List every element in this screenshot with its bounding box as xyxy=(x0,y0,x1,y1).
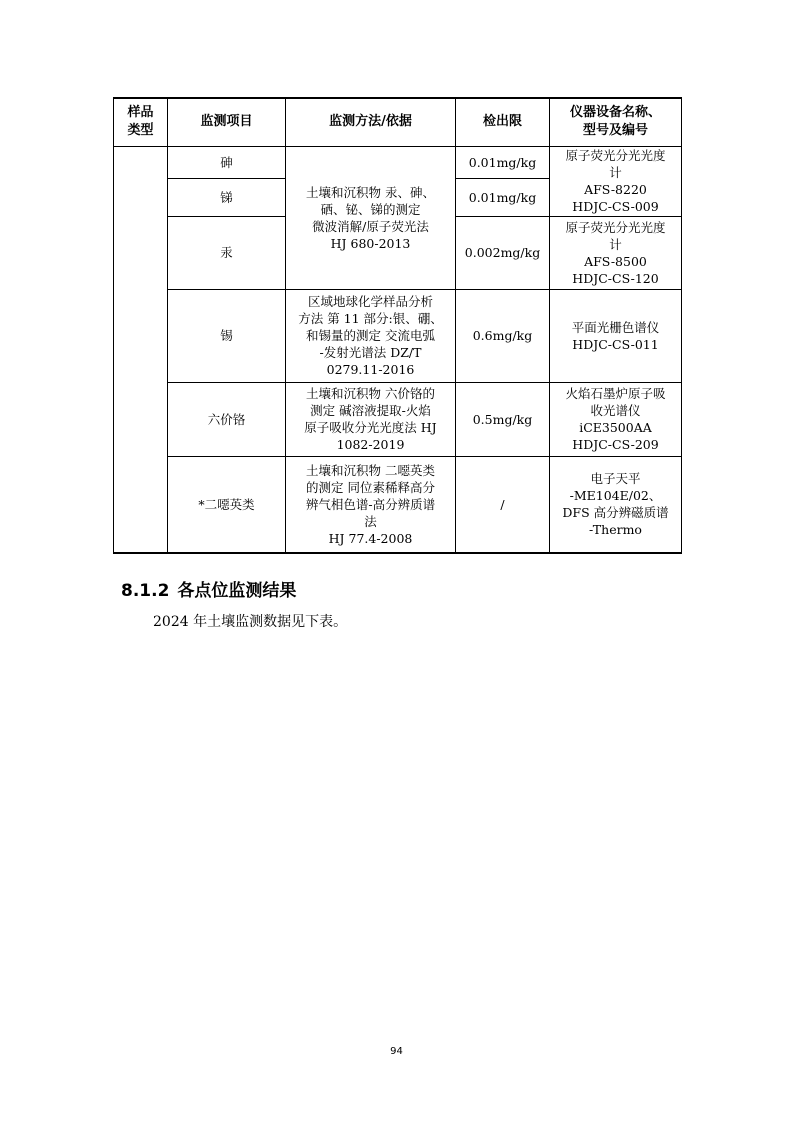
instrument-line: iCE3500AA xyxy=(579,420,652,435)
method-line: 0279.11-2016 xyxy=(326,362,415,377)
table-row xyxy=(114,146,682,178)
limit-dioxins: / xyxy=(456,456,550,553)
instrument-line: 计 xyxy=(609,165,622,180)
header-instrument-text: 仪器设备名称、 型号及编号 xyxy=(569,105,661,139)
section-title: 各点位监测结果 xyxy=(177,581,297,601)
instrument-line: 平面光栅色谱仪 xyxy=(571,319,660,335)
limit-antimony: 0.01mg/kg xyxy=(456,178,550,216)
method-line: 1082-2019 xyxy=(336,437,405,452)
sample-type-cell xyxy=(114,146,168,553)
item-arsenic: 砷 xyxy=(168,146,286,178)
limit-tin: 0.6mg/kg xyxy=(456,289,550,382)
item-tin: 锡 xyxy=(168,289,286,382)
table-row xyxy=(114,456,682,553)
limit-arsenic: 0.01mg/kg xyxy=(456,146,550,178)
table-row xyxy=(114,382,682,456)
item-chromium6: 六价铬 xyxy=(168,382,286,456)
instrument-tin xyxy=(550,289,682,382)
method-line: 土壤和沉积物 二噁英类 xyxy=(306,462,435,478)
header-detection-limit: 检出限 xyxy=(456,98,550,146)
header-method-basis: 监测方法/依据 xyxy=(286,98,456,146)
monitoring-methods-table xyxy=(113,97,682,554)
item-antimony: 锑 xyxy=(168,178,286,216)
header-sample-type xyxy=(114,98,168,146)
item-mercury: 汞 xyxy=(168,216,286,289)
instrument-chromium6 xyxy=(550,382,682,456)
instrument-line: HDJC-CS-011 xyxy=(572,336,659,352)
instrument-dioxins xyxy=(550,456,682,553)
instrument-line: 收光谱仪 xyxy=(590,403,641,418)
header-monitoring-item: 监测项目 xyxy=(168,98,286,146)
instrument-line: 电子天平 xyxy=(590,471,641,487)
instrument-line: HDJC-CS-009 xyxy=(572,199,659,214)
instrument-line: AFS-8220 xyxy=(584,182,647,197)
item-dioxins: *二噁英类 xyxy=(168,456,286,553)
instrument-line: 火焰石墨炉原子吸 xyxy=(565,386,666,401)
section-heading xyxy=(121,576,296,601)
instrument-as-sb xyxy=(550,146,682,216)
table-header-row xyxy=(114,98,682,146)
method-line: 方法 第 11 部分:银、硼、 xyxy=(298,311,443,326)
method-line: 的测定 同位素稀释高分 xyxy=(306,479,435,495)
limit-mercury: 0.002mg/kg xyxy=(456,216,550,289)
method-line: 法 xyxy=(364,513,377,529)
page-number: 94 xyxy=(390,1046,403,1057)
body-paragraph: 2024 年土壤监测数据见下表。 xyxy=(153,614,348,630)
method-chromium6 xyxy=(286,382,456,456)
method-line: 硒、铋、锑的测定 xyxy=(320,201,421,217)
method-line: -发射光谱法 DZ/T xyxy=(319,345,422,360)
method-dioxins xyxy=(286,456,456,553)
method-line: 微波消解/原子荧光法 xyxy=(312,218,429,234)
section-number: 8.1.2 xyxy=(121,581,170,601)
instrument-line: DFS 高分辨磁质谱 xyxy=(562,505,669,521)
instrument-line: -Thermo xyxy=(589,522,642,538)
method-line: 原子吸收分光光度法 HJ xyxy=(304,420,437,435)
method-line: 区域地球化学样品分析 xyxy=(307,294,433,309)
method-line: 土壤和沉积物 汞、砷、 xyxy=(306,184,435,200)
instrument-line: 计 xyxy=(609,236,622,252)
method-line: 测定 碱溶液提取-火焰 xyxy=(310,403,431,418)
method-tin xyxy=(286,289,456,382)
instrument-hg xyxy=(550,216,682,289)
limit-chromium6: 0.5mg/kg xyxy=(456,382,550,456)
instrument-line: 原子荧光分光光度 xyxy=(565,219,666,235)
method-line: 土壤和沉积物 六价铬的 xyxy=(306,386,435,401)
header-sample-type-text: 样品 类型 xyxy=(127,105,154,139)
method-line: 和锡量的测定 交流电弧 xyxy=(306,328,435,343)
method-line: 辨气相色谱-高分辨质谱 xyxy=(305,496,436,512)
table-row xyxy=(114,289,682,382)
instrument-line: HDJC-CS-209 xyxy=(572,437,659,452)
instrument-line: -ME104E/02、 xyxy=(569,488,662,504)
instrument-line: HDJC-CS-120 xyxy=(572,270,659,286)
header-instrument xyxy=(550,98,682,146)
method-line: HJ 77.4-2008 xyxy=(328,530,413,546)
method-line: HJ 680-2013 xyxy=(330,235,411,251)
method-hg-as-se-bi-sb xyxy=(286,146,456,289)
instrument-line: 原子荧光分光光度 xyxy=(565,148,666,163)
instrument-line: AFS-8500 xyxy=(584,253,647,269)
